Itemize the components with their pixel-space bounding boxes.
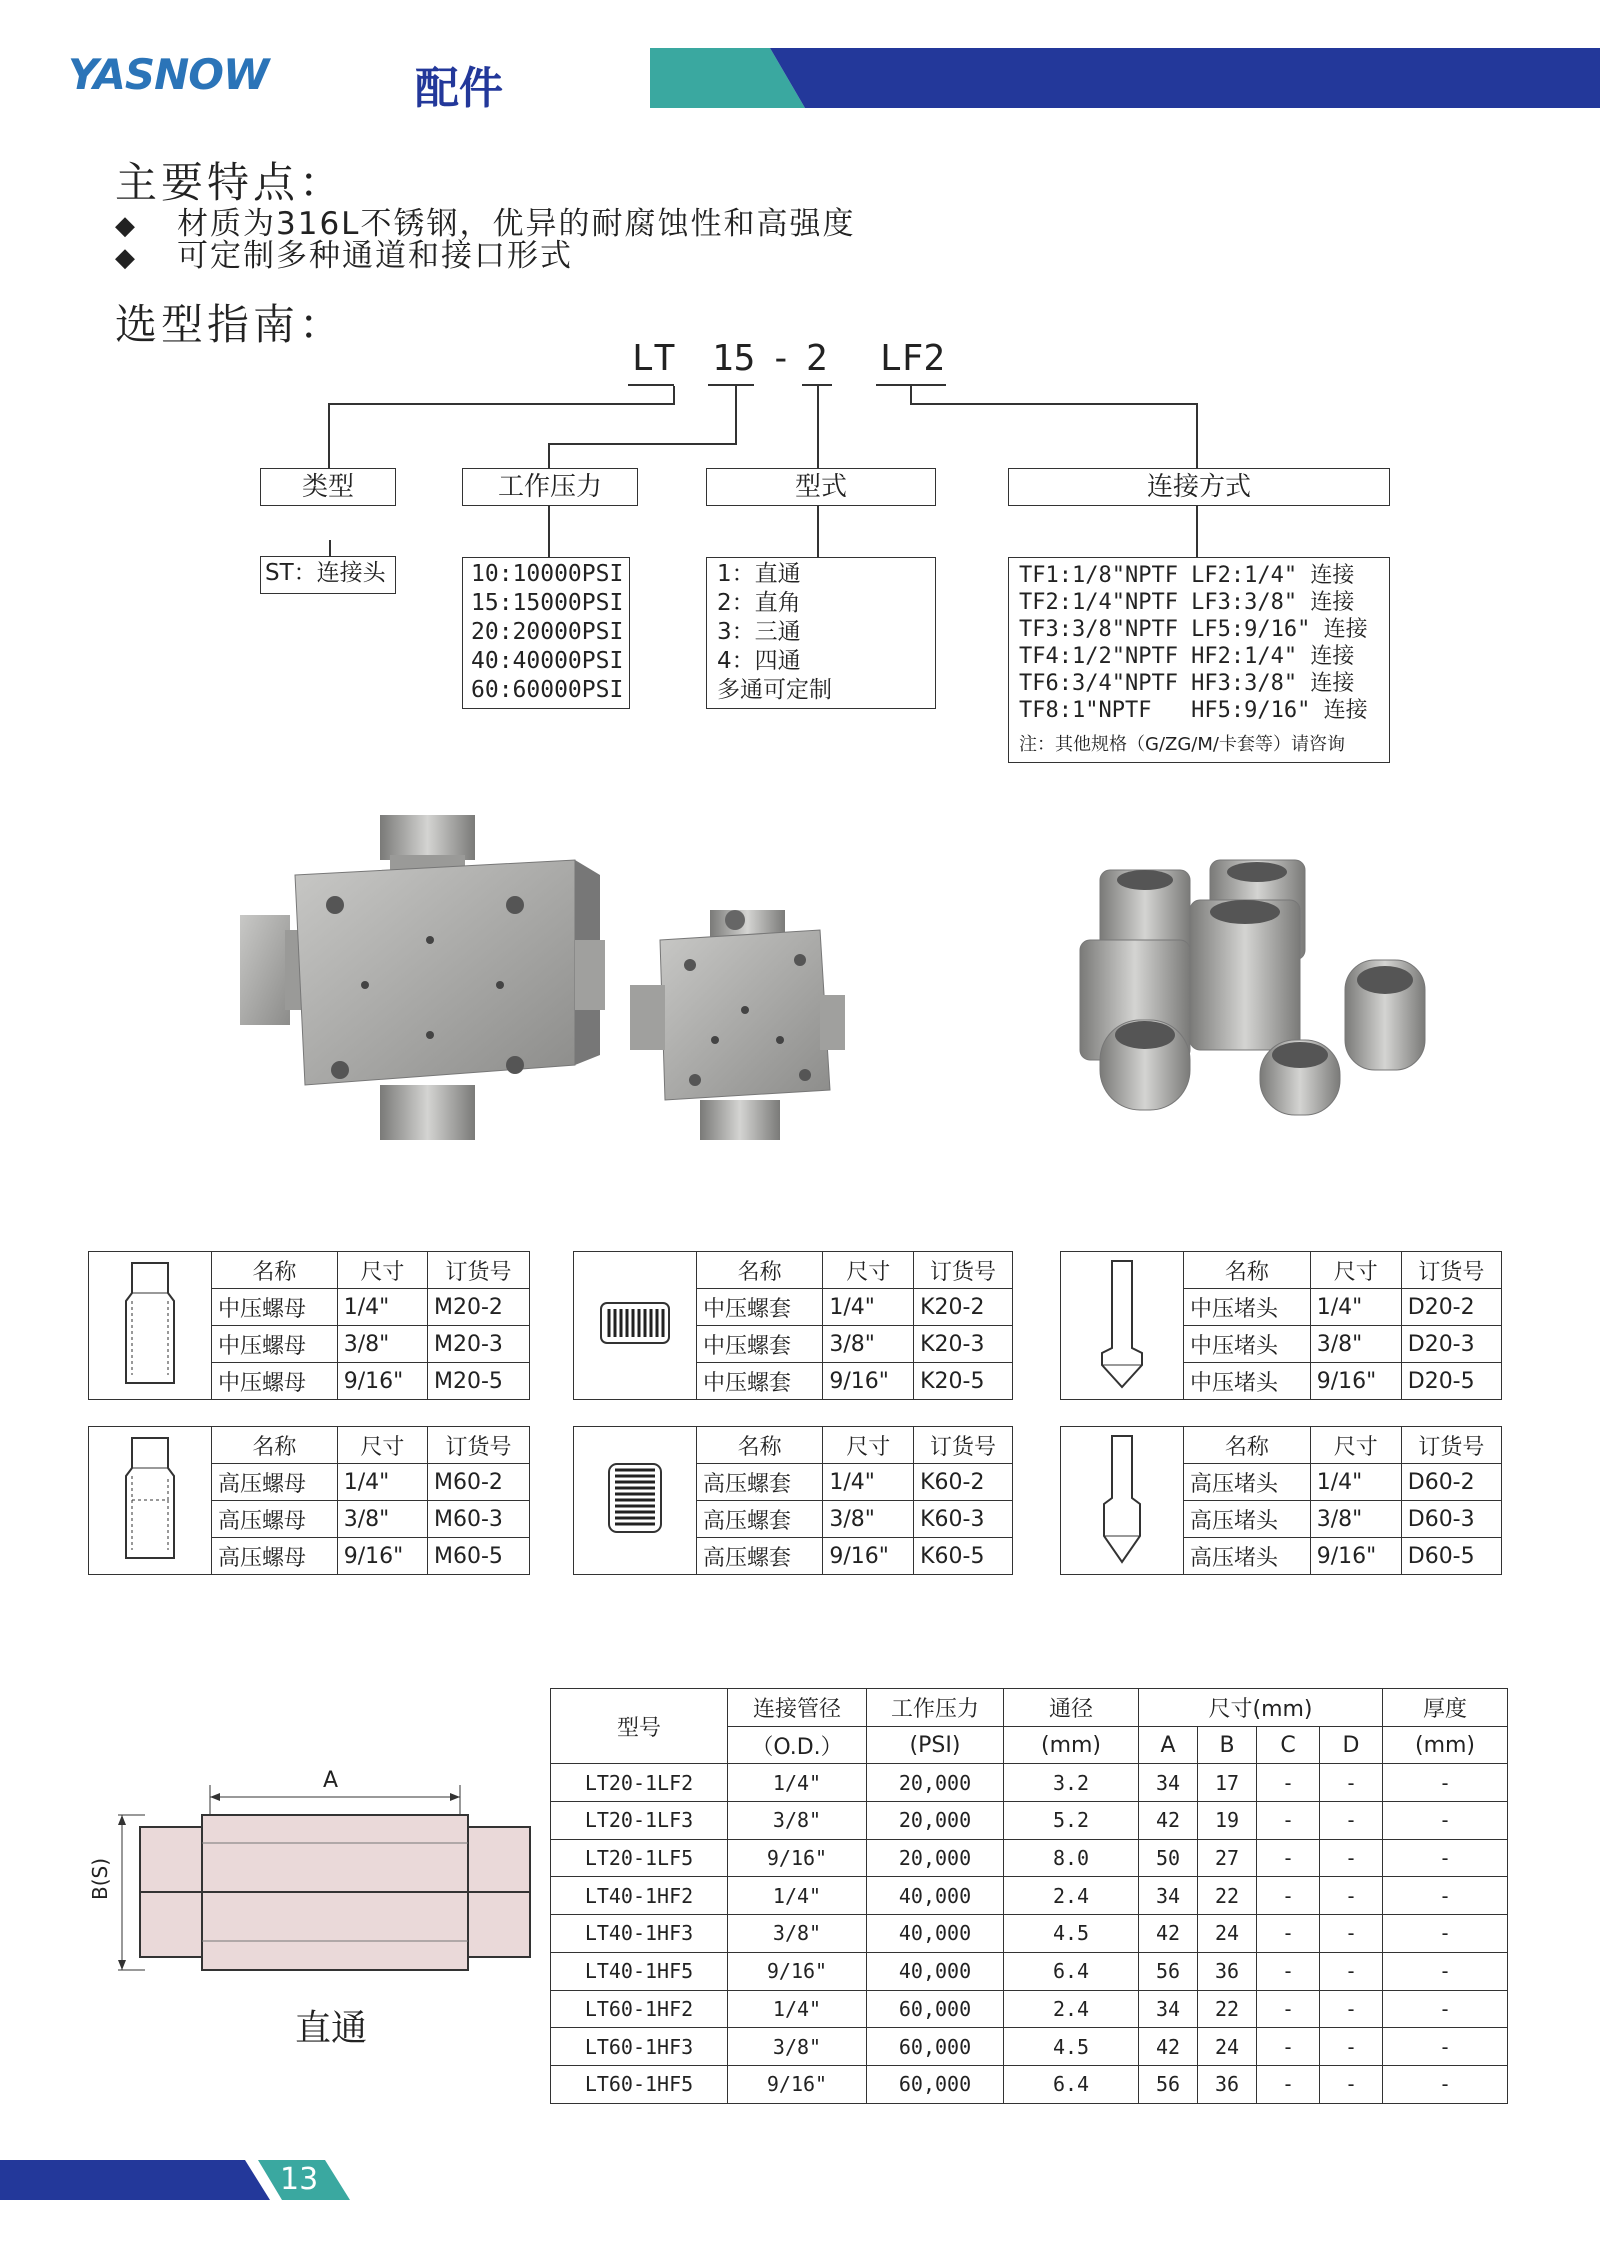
bullet-diamond-icon: ◆ xyxy=(115,243,137,273)
connector-line xyxy=(1196,505,1198,557)
table-row: 高压堵头 3/8" D60-3 xyxy=(1061,1501,1502,1538)
connector-line xyxy=(910,403,1197,405)
table-row: 中压螺套 1/4" K20-2 xyxy=(574,1289,1013,1326)
page-category: 配件 xyxy=(415,63,503,114)
straight-fitting-diagram xyxy=(100,1775,540,2025)
parts-table-high-plug: 名称 尺寸 订货号 高压堵头 1/4" D60-2 高压堵头 3/8" D60-3 高压堵头 9/16" D60-5 xyxy=(1060,1426,1502,1575)
high-pressure-plug-icon xyxy=(1092,1428,1152,1568)
table-row: 中压螺母 1/4" M20-2 xyxy=(89,1289,530,1326)
table-row: LT60-1HF2 1/4" 60,000 2.4 34 22 - - - xyxy=(551,1990,1508,2028)
connector-line xyxy=(328,403,330,468)
code-connection: LF2 xyxy=(880,338,946,379)
diagram-caption: 直通 xyxy=(295,2008,368,2049)
connector-line xyxy=(328,403,675,405)
code-dash: - xyxy=(770,338,792,379)
guide-title: 选型指南： xyxy=(115,300,346,349)
table-row: LT20-1LF2 1/4" 20,000 3.2 34 17 - - - xyxy=(551,1764,1508,1802)
code-pressure: 15 xyxy=(712,338,756,379)
table-row: 高压螺母 3/8" M60-3 xyxy=(89,1501,530,1538)
code-type: LT xyxy=(632,338,676,379)
table-row: 高压螺母 1/4" M60-2 xyxy=(89,1464,530,1501)
connector-line xyxy=(548,443,550,468)
table-row: LT40-1HF2 1/4" 40,000 2.4 34 22 - - - xyxy=(551,1877,1508,1915)
parts-table-high-sleeve: 名称 尺寸 订货号 高压螺套 1/4" K60-2 高压螺套 3/8" K60-3 高压螺套 9/16" K60-5 xyxy=(573,1426,1013,1575)
table-row: 高压堵头 9/16" D60-5 xyxy=(1061,1538,1502,1575)
table-row: 中压螺母 9/16" M20-5 xyxy=(89,1363,530,1400)
table-row: 高压螺套 3/8" K60-3 xyxy=(574,1501,1013,1538)
table-row: 高压堵头 1/4" D60-2 xyxy=(1061,1464,1502,1501)
table-row: 中压堵头 1/4" D20-2 xyxy=(1061,1289,1502,1326)
cross-fitting-photo xyxy=(230,800,880,1160)
parts-table-medium-plug: 名称 尺寸 订货号 中压堵头 1/4" D20-2 中压堵头 3/8" D20-3 中压堵头 9/16" D20-5 xyxy=(1060,1251,1502,1400)
table-row: 中压螺套 3/8" K20-3 xyxy=(574,1326,1013,1363)
sleeves-photo xyxy=(1070,850,1450,1120)
table-row: LT20-1LF5 9/16" 20,000 8.0 50 27 - - - xyxy=(551,1839,1508,1877)
high-pressure-nut-icon xyxy=(110,1428,190,1568)
features-title: 主要特点： xyxy=(115,158,346,207)
bullet-diamond-icon: ◆ xyxy=(115,211,137,241)
style-options: 1：直通 2：直角 3：三通 4：四通 多通可定制 xyxy=(706,557,936,709)
dimension-b-label: B(S) xyxy=(88,1857,112,1900)
connector-line xyxy=(548,443,737,445)
connector-line xyxy=(910,386,912,404)
feature-item: ◆ 可定制多种通道和接口形式 xyxy=(115,238,573,274)
parts-table-medium-sleeve: 名称 尺寸 订货号 中压螺套 1/4" K20-2 中压螺套 3/8" K20-3 中压螺套 9/16" K20-5 xyxy=(573,1251,1013,1400)
table-row: LT60-1HF5 9/16" 60,000 6.4 56 36 - - - xyxy=(551,2065,1508,2103)
code-underline xyxy=(708,384,754,386)
dimension-a-label: A xyxy=(323,1768,339,1793)
connector-line xyxy=(817,505,819,557)
medium-pressure-plug-icon xyxy=(1092,1253,1152,1393)
medium-pressure-sleeve-icon xyxy=(595,1293,675,1353)
page-number: 13 xyxy=(280,2162,319,2197)
connection-note: 注：其他规格（G/ZG/M/卡套等）请咨询 xyxy=(1019,734,1345,755)
spec-table: 型号 连接管径 工作压力 通径 尺寸(mm) 厚度 （O.D.） (PSI) (mm) A B C D (mm) LT20-1LF2 1/4" 20,000 3.2 34 17 - - - LT20-1LF3 3/8" 20,000 5.2 42 19 - - - LT20-1LF5 9/16" 20,000 8.0 50 27 - - - LT40-1HF2 1/4" 40,000 2.4 34 22 - - - LT40-1HF3 3/8" 40,000 4.5 42 24 - - - LT40-1HF5 9/16" 40,000 6.4 56 36 - - - LT60-1HF2 1/4" 60,000 2.4 34 22 - - - LT60-1HF3 3/8" 60,000 4.5 42 24 - - - LT60-1HF5 9/16" 60,000 6.4 56 36 - - - xyxy=(550,1688,1508,2104)
connector-line xyxy=(1196,403,1198,468)
table-row: LT40-1HF3 3/8" 40,000 4.5 42 24 - - - xyxy=(551,1915,1508,1953)
connector-line xyxy=(817,386,819,468)
connector-line xyxy=(735,386,737,444)
table-row: LT40-1HF5 9/16" 40,000 6.4 56 36 - - - xyxy=(551,1952,1508,1990)
table-row: 中压堵头 3/8" D20-3 xyxy=(1061,1326,1502,1363)
high-pressure-sleeve-icon xyxy=(595,1458,675,1538)
table-row: 高压螺套 1/4" K60-2 xyxy=(574,1464,1013,1501)
table-row: 高压螺母 9/16" M60-5 xyxy=(89,1538,530,1575)
connector-line xyxy=(329,540,331,556)
table-row: LT20-1LF3 3/8" 20,000 5.2 42 19 - - - xyxy=(551,1802,1508,1840)
code-style: 2 xyxy=(806,338,828,379)
type-label: 类型 xyxy=(260,468,396,506)
table-row: 中压螺套 9/16" K20-5 xyxy=(574,1363,1013,1400)
table-row: 中压堵头 9/16" D20-5 xyxy=(1061,1363,1502,1400)
pressure-options: 10:10000PSI 15:15000PSI 20:20000PSI 40:40000PSI 60:60000PSI xyxy=(462,557,630,709)
type-options: ST：连接头 xyxy=(260,556,396,594)
code-underline xyxy=(628,384,674,386)
style-label: 型式 xyxy=(706,468,936,506)
pressure-label: 工作压力 xyxy=(462,468,638,506)
feature-item: ◆ 材质为316L不锈钢，优异的耐腐蚀性和高强度 xyxy=(115,206,856,242)
connector-line xyxy=(548,505,550,557)
parts-table-high-nut: 名称 尺寸 订货号 高压螺母 1/4" M60-2 高压螺母 3/8" M60-3 高压螺母 9/16" M60-5 xyxy=(88,1426,530,1575)
connector-line xyxy=(673,386,675,404)
table-row: 中压螺母 3/8" M20-3 xyxy=(89,1326,530,1363)
table-row: LT60-1HF3 3/8" 60,000 4.5 42 24 - - - xyxy=(551,2028,1508,2066)
medium-pressure-nut-icon xyxy=(110,1253,190,1393)
table-row: 高压螺套 9/16" K60-5 xyxy=(574,1538,1013,1575)
connection-label: 连接方式 xyxy=(1008,468,1390,506)
parts-table-medium-nut: 名称 尺寸 订货号 中压螺母 1/4" M20-2 中压螺母 3/8" M20-3 中压螺母 9/16" M20-5 xyxy=(88,1251,530,1400)
connection-options: TF1:1/8"NPTF LF2:1/4" 连接 TF2:1/4"NPTF LF3:3/8" 连接 TF3:3/8"NPTF LF5:9/16" 连接 TF4:1/2"NPTF HF2:1/4" 连接 TF6:3/4"NPTF HF3:3/8" 连接 TF8:1"NPTF HF5:9/16" 连接 注：其他规格（G/ZG/M/卡套等）请咨询 xyxy=(1008,557,1390,763)
brand-logo: YASNOW xyxy=(68,50,269,99)
